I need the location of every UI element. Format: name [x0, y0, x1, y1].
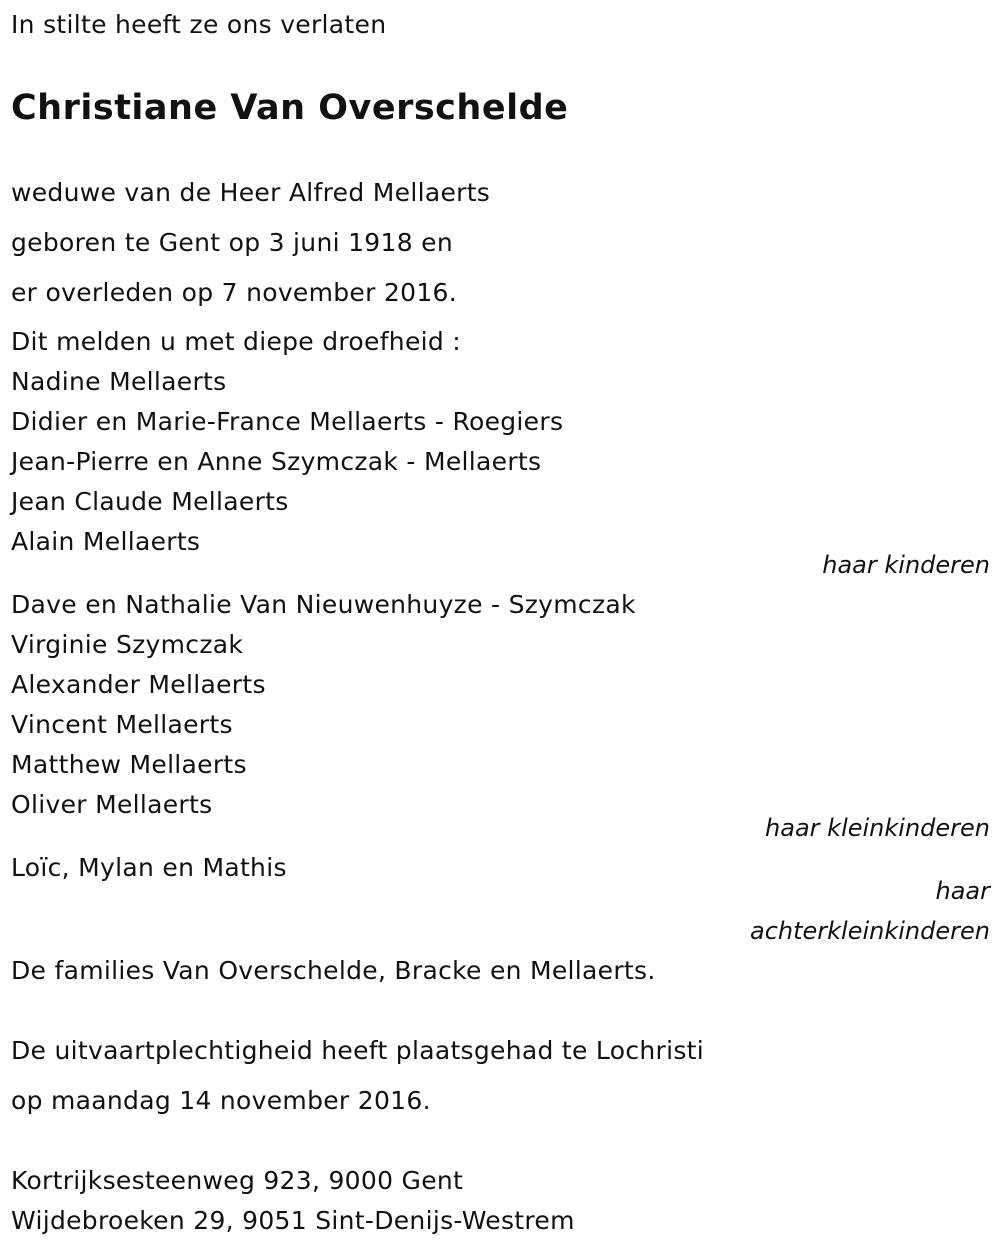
families-line: De families Van Overschelde, Bracke en Mellaerts. [11, 956, 656, 985]
children-label: haar kinderen [822, 551, 990, 579]
child-name: Jean-Pierre en Anne Szymczak - Mellaerts [11, 447, 542, 476]
address-line: Wijdebroeken 29, 9051 Sint-Denijs-Westrem [11, 1206, 575, 1235]
grandchild-name: Matthew Mellaerts [11, 750, 247, 779]
child-name: Jean Claude Mellaerts [11, 487, 289, 516]
grandchild-name: Dave en Nathalie Van Nieuwenhuyze - Szymczak [11, 590, 636, 619]
great-grandchild-name: Loïc, Mylan en Mathis [11, 853, 287, 882]
grandchild-name: Alexander Mellaerts [11, 670, 266, 699]
grandchild-name: Oliver Mellaerts [11, 790, 213, 819]
child-name: Didier en Marie-France Mellaerts - Roegiers [11, 407, 564, 436]
grandchild-name: Vincent Mellaerts [11, 710, 233, 739]
announcement-line: Dit melden u met diepe droefheid : [11, 327, 462, 356]
funeral-date-line: op maandag 14 november 2016. [11, 1086, 431, 1115]
deceased-name: Christiane Van Overschelde [11, 88, 569, 128]
funeral-line: De uitvaartplechtigheid heeft plaatsgehad te Lochristi [11, 1036, 705, 1065]
address-line: Kortrijksesteenweg 923, 9000 Gent [11, 1166, 464, 1195]
death-line: er overleden op 7 november 2016. [11, 278, 458, 307]
grandchild-name: Virginie Szymczak [11, 630, 244, 659]
great-grandchildren-label-line-2: achterkleinkinderen [750, 917, 990, 945]
intro-line: In stilte heeft ze ons verlaten [11, 10, 387, 39]
grandchildren-label: haar kleinkinderen [765, 814, 990, 842]
widow-of-line: weduwe van de Heer Alfred Mellaerts [11, 178, 491, 207]
great-grandchildren-label-line-1: haar [935, 877, 990, 905]
child-name: Nadine Mellaerts [11, 367, 227, 396]
birth-line: geboren te Gent op 3 juni 1918 en [11, 228, 453, 257]
child-name: Alain Mellaerts [11, 527, 201, 556]
